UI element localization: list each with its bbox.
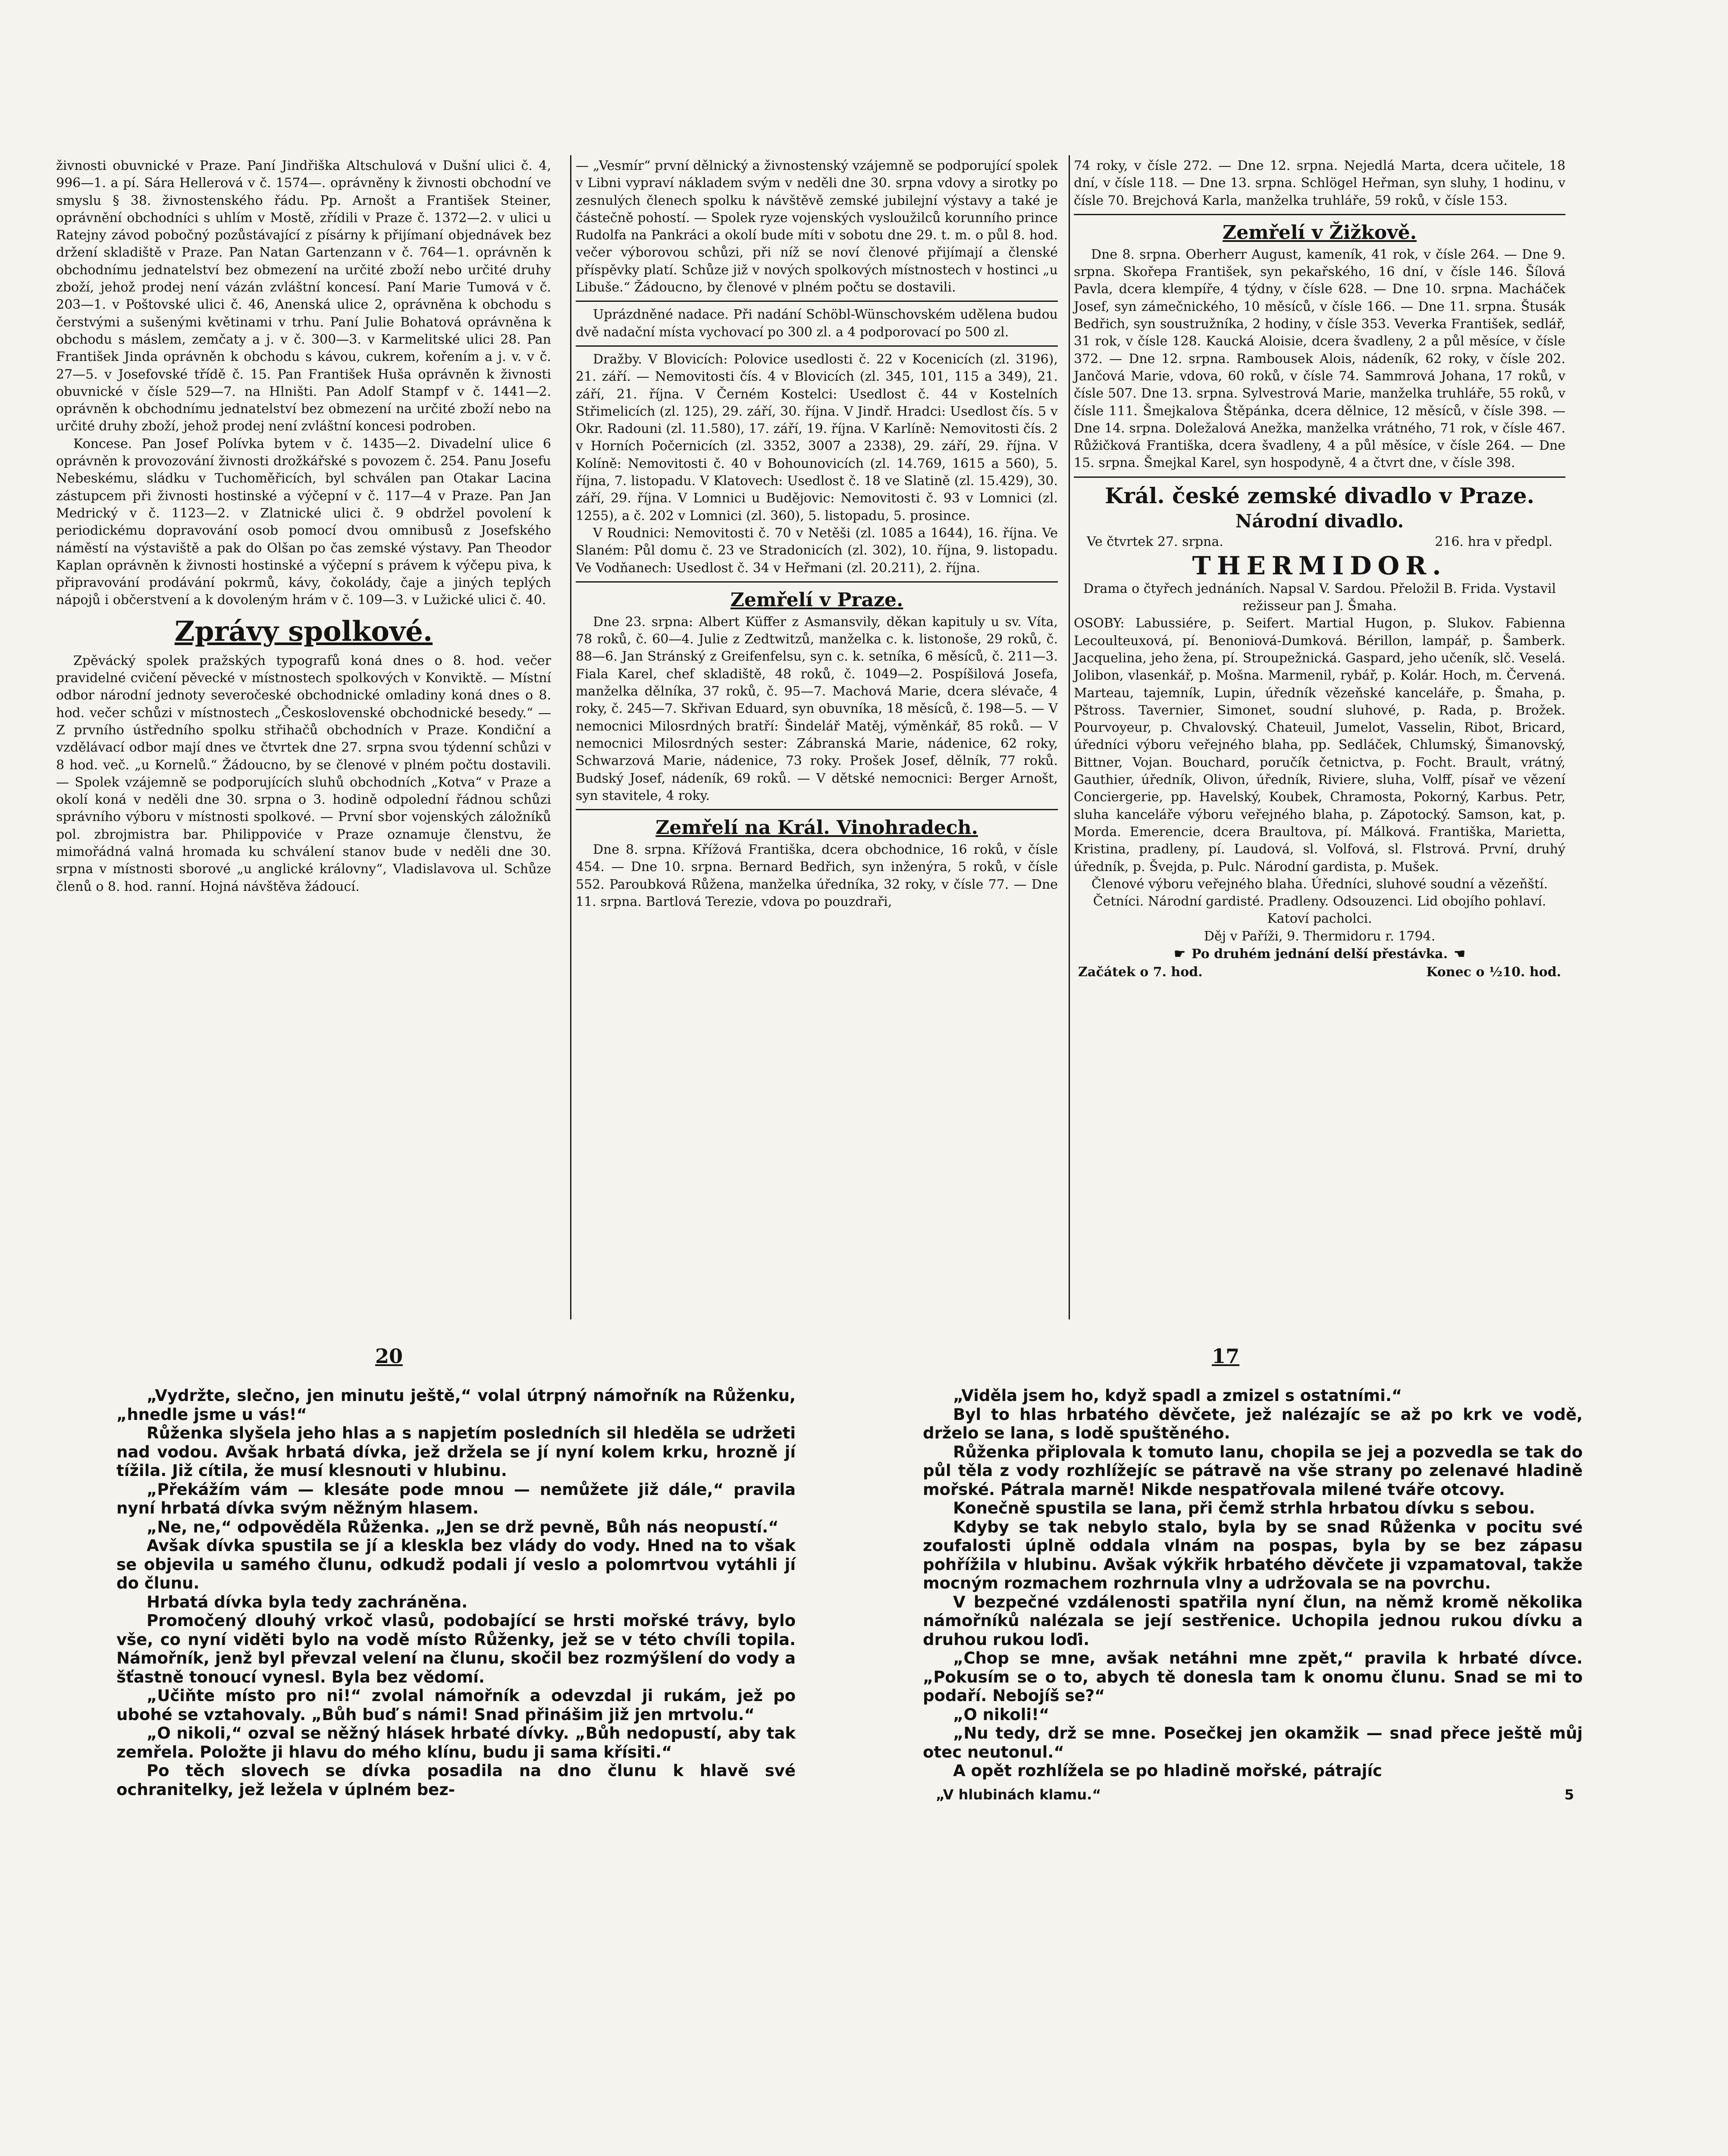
auctions-paragraph: Dražby. V Blovicích: Polovice usedlosti č. 22 v Kocenicích (zl. 3196), 21. září. — Nemovitosti čís. 4 v Blovicích (zl. 345, 101, 115 a 349), 21. září, 21. října. V Černém Kostelci: Usedlost č. 44 v Kostelních Střimelicích (zl. 125), 29. září, 30. října. V Jindř. Hradci: Usedlost čís. 5 v Okr. Radouni (zl. 11.580), 17. září, 19. října. V Karlíně: Nemovitosti čís. 2 v Horních Počernicích (zl. 3352, 3007 a 2338), 29. září, 29. října. V Kolíně: Nemovitosti č. 40 v Bohounovicích (zl. 14.769, 1615 a 560), 5. října, 7. listopadu. V Klatovech: Usedlost č. 18 ve Slatině (zl. 15.429), 30. září, 29. října. V Lomnici u Budějovic: Nemovitosti č. 93 v Lomnici (zl. 1255), a č. 202 v Lomnici (zl. 360), 5. listopadu, 5. prosince. [576,351,1058,523]
page-number-right: 17 [1212,1344,1240,1368]
story-paragraph: „Viděla jsem ho, když spadl a zmizel s ostatními.“ [953,1386,1402,1405]
footer-signature-number: 5 [1564,1786,1574,1803]
story-paragraph: „O nikoli!“ [953,1705,1050,1724]
deaths-prague-heading: Zemřelí v Praze. [730,589,903,611]
column-divider-2 [1069,155,1070,1319]
story-paragraph: „Překážím vám — klesáte pode mnou — nemůžete již dále,“ pravila nyní hrbatá dívka svým něžným hlasem. [116,1480,796,1517]
rule [576,809,1058,810]
play-description: Drama o čtyřech jednáních. Napsal V. Sardou. Přeložil B. Frida. Vystavil režisseur pan J. Šmaha. [1083,581,1556,614]
section-heading-associations: Zprávy spolkové. [174,615,433,648]
story-right-column [923,1386,1583,1803]
foundations-paragraph: Uprázdněné nadace. Při nadání Schöbl-Wünschovském udělena budou dvě nadační místa vychovací po 300 zl. a 4 podporovací po 500 zl. [576,307,1058,340]
column-divider-1 [570,155,571,1319]
story-paragraph: „Ne, ne,“ odpověděla Růženka. „Jen se drž pevně, Bůh nás neopustí.“ [147,1517,779,1536]
story-paragraph: Růženka připlovala k tomuto lanu, chopila se jej a pozvedla se tak do půl těla z vody rozhlížejíc se pátravě na vše strany po zelenavé hladině mořské. Pátrala marně! Nikde nespatřovala milené tváře otcovy. [923,1442,1583,1499]
end-time: Konec o ½10. hod. [1426,964,1561,980]
intermission-line [1074,945,1565,963]
footer-title: „V hlubinách klamu.“ [936,1786,1101,1803]
story-paragraph: „Chop se mne, avšak netáhni mne zpět,“ pravila k hrbaté dívce. „Pokusím se o to, abych tě donesla tam k onomu člunu. Snad se mi to podaří. Nebojíš se?“ [923,1649,1583,1705]
intermission-note: Po druhém jednání delší přestávka. [1191,946,1448,962]
theatre-title: Král. české zemské divadlo v Praze. [1105,483,1534,508]
rule [1074,214,1565,215]
story-paragraph: „O nikoli,“ ozval se něžný hlásek hrbaté dívky. „Bůh nedopustí, aby tak zemřela. Položte ji hlavu do mého klínu, budu ji sama křísiti.“ [116,1724,796,1761]
start-time: Začátek o 7. hod. [1078,964,1203,980]
story-paragraph: Konečně spustila se lana, při čemž strhla hrbatou dívku s sebou. [953,1499,1535,1517]
play-title: THERMIDOR. [1192,551,1447,580]
theatre-subtitle: Národní divadlo. [1235,510,1404,532]
cast-list: OSOBY: Labussiére, p. Seifert. Martial Hugon, p. Slukov. Fabienna Lecoulteuxová, pí. Benoniová-Dumková. Bérillon, lampář, p. Šamberk. Jacquelina, jeho žena, pí. Stroupežnická. Gaspard, jeho učeník, slč. Veselá. Jolibon, vlasenkář, p. Mošna. Marmenil, rybář, p. Kolár. Hoch, m. Červená. Marteau, tajemník, Lupin, úředník vězeňské kanceláře, p. Šmaha, p. Pštross. Tavernier, Simonet, soudní sluhové, p. Rada, p. Brožek. Pourvoyeur, p. Chvalovský. Chateuil, Jumelot, Vasselin, Ribot, Bricard, úředníci výboru veřejného blaha, pp. Sedláček, Chlumský, Šimanovský, Bittner, Vojan. Bouchard, poručík četnictva, p. Focht. Brault, vrátný, Gauthier, úředník, Olivon, úředník, Riviere, sluha, Volff, písař ve vězení Conciergerie, pp. Havelský, Koubek, Chramosta, Pokorný, Karbus. Petr, sluha kanceláře výboru veřejného blaha, p. Zápotocký. Samson, kat, p. Morda. Emerencie, dcera Braultova, pí. Málková. Františka, Marietta, Kristina, pradleny, pí. Laudová, sl. Volfová, sl. Flstrová. První, druhý úředník, p. Švejda, p. Pulc. Národní gardista, p. Mušek. [1074,616,1565,874]
extras-list: Členové výboru veřejného blaha. Úředníci, sluhové soudní a vězeňští. Četníci. Národní gardisté. Pradleny. Odsouzenci. Lid obojího pohlaví. Katoví pacholci. [1091,876,1548,927]
trade-licenses-paragraph: živnosti obuvnické v Praze. Paní Jindřiška Altschulová v Dušní ulici č. 4, 996—1. a pí. Sára Hellerová v č. 1574—. oprávněny k živnosti obchodní ve smyslu § 38. živnostenského řádu. Pp. Arnošt a František Steiner, oprávnění obchodníci s uhlím v Mostě, zřídili v Praze č. 1372—2. v ulici u Ratejny závod pobočný pozůstávající z písárny k přijímaní objednávek bez držení skladiště v Praze. Pan Natan Gartenzann v č. 764—1. oprávněn k obchodnímu jednatelství bez obmezení na určité zboží nebo určité druhy zboží, jehož prodej není vázán zvláštní koncesí. Paní Marie Tumová v č. 203—1. v Poštovské ulici č. 46, Anenská ulice 2, oprávněna k obchodu s čerstvými a sušenými květinami v trhu. Paní Julie Bohatová oprávněna k obchodu s máslem, zemčaty a j. v č. 300—3. v Karmelitské ulici 28. Pan František Jinda oprávněn k obchodu s kávou, cukrem, kořením a j. v. v č. 27—5. v Josefovské třídě č. 15. Pan František Huša oprávněn k živnosti obuvnické v čísle 529—7. na Hlništi. Pan Adolf Stampf v č. 1441—2. oprávněn k obchodnímu jednatelství bez obmezení na určité zboží nebo na určité druhy zboží, jehož prodej není zvláštní koncesi podroben. [56,158,551,434]
concessions-paragraph: Koncese. Pan Josef Polívka bytem v č. 1435—2. Divadelní ulice 6 oprávněn k provozování živnosti drožkářské s povozem č. 254. Panu Josefu Nebeskému, sládku v Tuchoměřicích, byl schválen pan Otakar Lacina zástupcem při živnosti hostinské a výčepní v č. 117—4 v Praze. Pan Jan Medrický v č. 1123—2. v Zlatnické ulici č. 9 obdržel povolení k periodickému dopravování osob pomocí dvou omnibusů z Josefského náměstí na výstaviště a pak do Olšan po čas zemské výstavy. Pan Theodor Kaplan oprávněn k živnosti hostinské a výčepní s právem k výčepu piva, k připravování prodávání pokrmů, kávy, čokolády, čaje a jiných teplých nápojů i občerstvení a k dovoleným hrám v č. 109—3. v Lužické ulici č. 40. [56,436,551,608]
story-paragraph: A opět rozhlížela se po hladině mořské, pátrajíc [953,1761,1382,1780]
story-paragraph: Promočený dlouhý vrkoč vlasů, podobající se hrsti mořské trávy, bylo vše, co nyní viděti bylo na vodě místo Růženky, jež se v této chvíli topila. Námořník, jenž byl převzal velení na člunu, skočil bez rozmýšlení do vody a šťastně tonoucí vynesl. Byla bez vědomí. [116,1611,796,1686]
deaths-zizkov-heading: Zemřelí v Žižkově. [1222,221,1417,244]
performance-date: Ve čtvrtek 27. srpna. [1087,534,1223,549]
page-footer [923,1786,1583,1803]
story-paragraph: Avšak dívka spustila se jí a kleskla bez vlády do vody. Hned na to však se objevila u samého člunu, odkudž podali jí veslo a polomrtvou vytáhli jí do člunu. [116,1536,796,1592]
times-line [1074,963,1565,981]
story-left-column [116,1386,796,1799]
column-3 [1074,157,1565,981]
associations-paragraph: Zpěvácký spolek pražských typografů koná dnes o 8. hod. večer pravidelné cvičení pěvecké v místnostech spolkových v Konviktě. — Místní odbor národní jednoty severočeské obchodnické omladiny koná dnes o 8. hod. večer schůzi v místnostech „Československé obchodnické besedy.“ — Z prvního ústředního spolku střihačů obchodních v Praze. Kondiční a vzdělávací odbor mají dnes ve čtvrtek dne 27. srpna svou týdenní schůzi v 8 hod. več. „u Kornelů.“ Žádoucno, by se členové v plném počtu dostavili. — Spolek vzájemně se podporujících sluhů obchodních „Kotva“ v Praze a okolí koná v neděli dne 30. srpna o 3. hodině odpolední řádnou schůzi správního výboru v místnosti spolkové. — První sbor vojenských záložníků pol. zbrojmistra bar. Philippoviće v Praze oznamuje členstvu, že mimořádná valná hromada ku schválení stanov bude v neděli dne 30. srpna v místnosti sborové „u anglické královny“, Vladislavova ul. Schůze členů o 8. hod. ranní. Hojná návštěva žádoucí. [56,653,551,894]
story-paragraph: V bezpečné vzdálenosti spatřila nyní člun, na němž kromě několika námořníků nalézala se její sestřenice. Uchopila jednou rukou dívku a druhou rukou loďi. [923,1592,1583,1649]
story-paragraph: Po těch slovech se dívka posadila na dno člunu k hlavě své ochranitelky, jež ležela v úplném bez- [116,1761,796,1799]
pointing-hand-left-icon: ☚ [1454,946,1465,962]
column-1 [56,157,551,896]
pointing-hand-icon: ☛ [1174,946,1185,962]
story-paragraph: Růženka slyšela jeho hlas a s napjetím posledních sil hleděla se udržeti nad vodou. Avšak hrbatá dívka, jež držela se jí nyní kolem krku, hrozně jí tížila. Již cítila, že musí klesnouti v hlubinu. [116,1424,796,1480]
story-paragraph: Kdyby se tak nebylo stalo, byla by se snad Růženka v pocitu své zoufalosti úplně oddala vlnám na pospas, byla by se bez zápasu pohřížila v hlubinu. Avšak výkřik hrbatého děvčete ji vzpamatoval, takže mocným rozmachem rozhrnula vlny a udržovala se na povrchu. [923,1517,1583,1592]
story-paragraph: Hrbatá dívka byla tedy zachráněna. [147,1592,468,1611]
deaths-prague-paragraph: Dne 23. srpna: Albert Küffer z Asmansvily, děkan kapituly u sv. Víta, 78 roků, č. 60—4. Julie z Zedtwitzů, manželka c. k. listonoše, 29 roků, č. 88—6. Jan Stránský z Greifenfelsu, syn c. k. setníka, 6 měsíců, č. 211—3. Fiala Karel, chef skladiště, 48 roků, č. 1049—2. Pospíšilová Josefa, manželka dělníka, 37 roků, č. 95—7. Machová Marie, dcera slévače, 4 roky, č. 245—7. Skřivan Eduard, syn obuvníka, 18 měsíců, č. 198—5. — V nemocnici Milosrdných bratří: Šindelář Matěj, výměnkář, 85 roků. — V nemocnici Milosrdných sester: Zábranská Marie, nádenice, 62 roky, Schwarzová Marie, nádenice, 73 roky. Prošek Josef, dělník, 77 roků. Budský Josef, nádeník, 69 roků. — V dětské nemocnici: Berger Arnošt, syn stavitele, 4 roky. [576,614,1058,803]
deaths-vinohrady-heading: Zemřelí na Král. Vinohradech. [655,817,978,839]
page-number-left: 20 [375,1344,403,1368]
rule [576,301,1058,302]
rule [1074,476,1565,478]
rule [576,581,1058,583]
story-paragraph: „Vydržte, slečno, jen minutu ještě,“ volal útrpný námořník na Růženku, „hnedle jsme u vás!“ [116,1386,796,1424]
vesmir-paragraph: — „Vesmír“ první dělnický a živnostenský vzájemně se podporující spolek v Libni vypraví nákladem svým v neděli dne 30. srpna vdovy a sirotky po zesnulých členech spolku k návštěvě zemské jubilejní výstavy a také je částečně pohostí. — Spolek ryze vojenských vysloužilců korunního prince Rudolfa na Pankráci a okolí bude míti v sobotu dne 29. t. m. o půl 8. hod. večer výborovou schůzi, při níž se noví členové přijímají a členské příspěvky platí. Schůze již v nových spolkových místnostech v hostinci „u Libuše.“ Žádoucno, by členové v plném počtu se dostavili. [576,158,1058,295]
performance-number: 216. hra v předpl. [1435,534,1552,549]
story-paragraph: „Nu tedy, drž se mne. Posečkej jen okamžik — snad přece ještě můj otec neutonul.“ [923,1724,1583,1761]
play-setting: Děj v Paříži, 9. Thermidoru r. 1794. [1204,928,1436,944]
story-paragraph: „Učiňte místo pro ni!“ zvolal námořník a odevzdal ji rukám, jež po ubohé se vztahovaly. „Bůh buď s námi! Snad přinášim již jen mrtvolu.“ [116,1686,796,1724]
deaths-vinohrady-paragraph: Dne 8. srpna. Křížová Františka, dcera obchodnice, 16 roků, v čísle 454. — Dne 10. srpna. Bernard Bedřich, syn inženýra, 5 roků, v čísle 552. Paroubková Růžena, manželka úředníka, 32 roky, v čísle 77. — Dne 11. srpna. Bartlová Terezie, vdova po pouzdraři, [576,842,1058,909]
story-paragraph: Byl to hlas hrbatého děvčete, jež nalézajíc se až po krk ve vodě, drželo se lana, s lodě spuštěného. [923,1405,1583,1442]
auctions-paragraph-2: V Roudnici: Nemovitosti č. 70 v Netěši (zl. 1085 a 1644), 16. října. Ve Slaném: Půl domu č. 23 ve Stradonicích (zl. 302), 10. října, 9. listopadu. Ve Vodňanech: Usedlost č. 34 v Heřmani (zl. 20.211), 2. října. [576,525,1058,576]
column-2 [576,157,1058,911]
deaths-continued-paragraph: 74 roky, v čísle 272. — Dne 12. srpna. Nejedlá Marta, dcera učitele, 18 dní, v čísle 118. — Dne 13. srpna. Schlögel Heřman, syn sluhy, 1 hodinu, v čísle 70. Brejchová Karla, manželka truhláře, 59 roků, v čísle 153. [1074,158,1565,208]
deaths-zizkov-paragraph: Dne 8. srpna. Oberherr August, kameník, 41 rok, v čísle 264. — Dne 9. srpna. Skořepa František, syn pekařského, 16 dní, v čísle 146. Šílová Pavla, dcera klempíře, 4 týdny, v čísle 628. — Dne 10. srpna. Macháček Josef, syn zámečnického, 10 měsíců, v čísle 166. — Dne 11. srpna. Štusák Bedřich, syn soustružníka, 2 hodiny, v čísle 353. Veverka František, sedlář, 31 rok, v čísle 128. Kaucká Aloisie, dcera švadleny, 2 a půl měsíce, v čísle 372. — Dne 12. srpna. Rambousek Alois, nádeník, 62 roky, v čísle 202. Jančová Marie, vdova, 60 roků, v čísle 74. Sammrová Johana, 17 roků, v čísle 507. Dne 13. srpna. Sylvestrová Marie, manželka truhláře, 55 roků, v čísle 111. Šmejkalova Štěpánka, dcera dělnice, 12 měsíců, v čísle 398. — Dne 14. srpna. Doležalová Anežka, manželka vrátného, 71 rok, v čísle 467. Růžičková Františka, dcera švadleny, 4 a půl měsíce, v čísle 264. — Dne 15. srpna. Šmejkal Karel, syn hospodyně, 4 a čtvrt dne, v čísle 398. [1074,247,1565,471]
performance-line [1074,533,1565,551]
rule [576,345,1058,347]
